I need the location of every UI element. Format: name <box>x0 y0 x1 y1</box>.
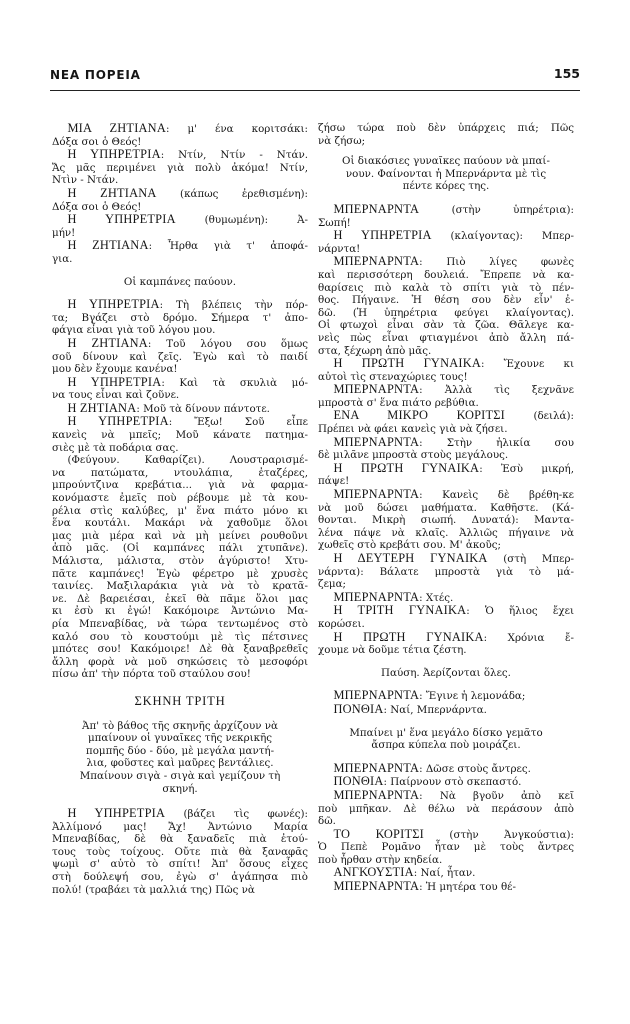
line-text: : Ἔξω! Σοῦ εἶπε <box>168 416 309 429</box>
text-line <box>318 644 574 657</box>
text-line <box>52 668 308 681</box>
line-text: ἕνα κουτάλι. Μακάρι νὰ χαθοῦμε ὅλοι <box>52 517 308 530</box>
line-text: : Ναί, Μπερνάρντα. <box>383 703 487 716</box>
text-line <box>52 351 308 364</box>
line-text: : Δῶσε στοὺς ἄντρες. <box>419 762 531 775</box>
stage-direction-line: Ἀπ' τὸ βάθος τῆς σκηνῆς ἀρχίζουν νὰ <box>82 719 278 732</box>
speaker-name: Η ΥΠΗΡΕΤΡΙΑ <box>67 806 166 821</box>
line-text: Ἄς μᾶς περιμένει γιὰ πολὺ ἀκόμα! Ντίν, <box>52 161 308 174</box>
speaker-name: Η ΖΗΤΙΑΝΑ <box>67 335 148 350</box>
text-line <box>318 527 574 540</box>
line-text: : Ντίν, Ντίν - Ντάν. <box>160 149 308 162</box>
line-text: : Ἦρθα γιὰ τ' ἀποφά- <box>148 240 308 253</box>
line-text: (Φεύγουν. Καθαρίζει). Λουστραρισμέ- <box>67 454 308 467</box>
dialogue-line <box>318 409 574 423</box>
speaker-name: ΠΟΝΘΙΑ <box>333 701 384 716</box>
line-text: στὴ δούλεψή σου, ἐγὼ σ' ἀγάπησα πιὸ <box>52 871 308 884</box>
line-text: : Παίρνουν στὸ σκεπαστό. <box>383 776 522 789</box>
dialogue-line <box>318 552 574 566</box>
line-text: θος. Πήγαινε. Ἡ θέση σου δὲν εἶν' ἐ- <box>318 294 574 307</box>
line-text: μήν! <box>52 226 76 239</box>
speaker-name: Η ΥΠΗΡΕΤΡΙΑ <box>67 374 162 389</box>
dialogue-line <box>318 866 574 880</box>
line-text: πίσω ἀπ' τὴν πόρτα τοῦ σταύλου σου! <box>52 668 251 681</box>
line-text: χουμε νὰ δοῦμε τέτια ζέστη. <box>318 644 467 657</box>
line-text: : Ἀλλὰ τὶς ξεχνᾶνε <box>419 384 574 397</box>
right-text-column <box>318 122 574 894</box>
text-line <box>318 514 574 527</box>
line-text: μας μιὰ μέρα καὶ νὰ μὴ μείνει ρουθοῦνι <box>52 529 308 542</box>
speaker-name: ΜΠΕΡΝΑΡΝΤΑ <box>333 201 420 216</box>
stage-direction-line: Οἱ διακόσιες γυναῖκες παύουν νὰ μπαί- <box>342 155 550 168</box>
text-line <box>52 858 308 871</box>
journal-title: ΝΕΑ ΠΟΡΕΙΑ <box>50 68 141 82</box>
dialogue-line <box>52 213 308 227</box>
text-line <box>52 593 308 606</box>
line-text: : Ἔγινε ἡ λεμονάδα; <box>419 690 526 703</box>
text-line <box>52 884 308 897</box>
line-text: : Τοῦ λόγου σου ὅμως <box>147 337 308 350</box>
text-line <box>318 841 574 854</box>
line-text: : Νὰ βγοῦν ἀπὸ κεῖ <box>419 789 574 802</box>
speaker-name: ΜΠΕΡΝΑΡΝΤΑ <box>333 787 420 802</box>
line-text: : Ἔχουνε κι <box>481 358 574 371</box>
speaker-name: Η ΔΕΥΤΕΡΗ ΓΥΝΑΙΚΑ <box>333 551 488 565</box>
line-text: νάρντα): Βάλατε μπροστὰ γιὰ τὸ μά- <box>318 565 574 578</box>
page-header <box>50 66 580 88</box>
line-text: τα; Βγάζει στὸ δρόμο. Σήμερα τ' ἀπο- <box>52 311 308 324</box>
line-text: : Στὴν ἡλικία σου <box>419 436 574 449</box>
line-text: Ντὶν - Ντάν. <box>52 174 119 187</box>
line-text: λένα πάψε νὰ κλαῖς. Ἀλλιῶς πήγαινε νὰ <box>318 526 574 539</box>
dialogue-line <box>318 762 574 776</box>
text-line <box>52 656 308 669</box>
speaker-name: ΤΟ ΚΟΡΙΤΣΙ <box>333 826 424 841</box>
speaker-name: Η ΖΗΤΙΑΝΑ <box>67 185 157 200</box>
line-text: δῶ. <box>318 815 336 828</box>
line-text: Δόξα σοι ὁ Θεός! <box>52 135 142 148</box>
speaker-name: ΠΟΝΘΙΑ <box>333 774 384 789</box>
text-line <box>52 492 308 505</box>
line-text: Ὁ Πεπὲ Ρομᾶνο ἦταν μὲ τοὺς ἄντρες <box>318 841 574 854</box>
dialogue-line <box>318 591 574 605</box>
speaker-name: ΜΠΕΡΝΑΡΝΤΑ <box>333 434 420 449</box>
line-text: νε. Δὲ βαρειέσαι, ἐκεῖ θὰ πᾶμε ὅλοι μας <box>52 592 308 605</box>
line-text: καλό σου τὸ κουστούμι μὲ τὶς πέτσινες <box>52 630 308 643</box>
line-text: σιὲς μὲ τὰ ποδάρια σας. <box>52 441 179 454</box>
speaker-name: Η ΖΗΤΙΑΝΑ <box>67 238 149 253</box>
speaker-name: Η ΠΡΩΤΗ ΓΥΝΑΙΚΑ <box>333 460 480 475</box>
text-line <box>318 282 574 295</box>
stage-direction-line: μπαίνουν οἱ γυναῖκες τῆς νεκρικῆς <box>87 732 273 745</box>
line-text: Ἀλλίμονό μας! Ἄχ! Ἀντώνιο Μαρία <box>52 820 308 833</box>
dialogue-line <box>52 298 308 312</box>
text-line <box>318 502 574 515</box>
line-text: : Τὴ βλέπεις τὴν πόρ- <box>159 299 309 312</box>
dialogue-line <box>318 357 574 371</box>
line-text: στα, ξέχωρη ἀπὸ μᾶς. <box>318 344 432 357</box>
dialogue-line <box>318 488 574 502</box>
speaker-name: ΜΠΕΡΝΑΡΝΤΑ <box>333 254 420 269</box>
text-line <box>52 312 308 325</box>
text-line <box>52 454 308 467</box>
line-text: σοῦ δίνουν καὶ ζεῖς. Ἐγὼ καὶ τὸ παιδί <box>52 350 308 363</box>
page-number: 155 <box>553 66 580 81</box>
speaker-name: Η ΥΠΗΡΕΤΡΙΑ <box>67 414 169 429</box>
line-text: (θυμωμένη): Ἀ- <box>175 214 308 227</box>
line-text: : Καὶ τὰ σκυλιὰ μό- <box>161 376 309 389</box>
text-line <box>318 135 574 148</box>
speaker-name: ΜΠΕΡΝΑΡΝΤΑ <box>333 688 420 703</box>
line-text: (κλαίγοντας): Μπερ- <box>431 230 574 243</box>
dialogue-line <box>318 604 574 618</box>
speaker-name: ΜΠΕΡΝΑΡΝΤΑ <box>333 589 420 604</box>
dialogue-line <box>318 703 574 717</box>
stage-direction <box>52 720 308 796</box>
line-text: Οἱ φτωχοὶ εἶναι σὰν τὰ ζῶα. Θᾶλεγε κα- <box>318 319 574 332</box>
line-text: ρέλια στὶς καλύβες, μ' ἕνα πιάτο μόνο κι <box>52 504 308 517</box>
line-text: ποὺ μπῆκαν. Δὲ θέλω νὰ περάσουν ἀπὸ <box>318 802 574 815</box>
stage-direction-line: σκηνή. <box>162 782 198 795</box>
line-text: Μάλιστα, μάλιστα, στὸν ἀγύριστο! Χτυ- <box>52 555 308 567</box>
line-text: : Χτές. <box>419 591 454 604</box>
line-text: νεὶς πὼς εἶναι φτιαγμένοι ἀπὸ ἄλλη πά- <box>318 331 574 344</box>
scene-heading: ΣΚΗΝΗ ΤΡΙΤΗ <box>134 693 226 708</box>
text-line <box>52 253 308 266</box>
dialogue-line <box>52 415 308 429</box>
dialogue-line <box>52 187 308 201</box>
text-line <box>52 605 308 618</box>
dialogue-line <box>318 789 574 803</box>
line-text: : Ἡ μητέρα του θέ- <box>419 881 516 894</box>
line-text: ἄλλη φορὰ νὰ μοῦ σηκώσεις τὸ μεσοφόρι <box>52 655 308 668</box>
line-text: πολύ! (τραβάει τὰ μαλλιά της) Πῶς νὰ <box>52 883 255 896</box>
stage-direction-line: ἄσπρα κύπελα ποὺ μοιράζει. <box>371 739 521 752</box>
line-text: : Μοῦ τὰ δίνουν πάντοτε. <box>136 402 270 415</box>
line-text: ταινίες. Μαξιλαράκια γιὰ νὰ τὸ κρατᾶ- <box>52 580 308 593</box>
text-line <box>318 332 574 345</box>
text-line <box>52 542 308 555</box>
stage-direction <box>318 727 574 752</box>
stage-direction-line: Παύση. Ἀερίζονται ὅλες. <box>381 666 511 679</box>
text-line <box>318 803 574 816</box>
speaker-name: Η ΤΡΙΤΗ ΓΥΝΑΙΚΑ <box>333 603 467 618</box>
dialogue-line <box>52 807 308 821</box>
line-text: Δόξα σοι ὁ Θεός! <box>52 200 142 213</box>
stage-direction <box>52 276 308 289</box>
text-line <box>52 618 308 631</box>
text-line <box>52 568 308 581</box>
text-line <box>52 643 308 656</box>
line-text: κανεὶς νὰ μπεῖς; Μοῦ κάνατε πατημα- <box>52 429 308 442</box>
speaker-name: ΕΝΑ ΜΙΚΡΟ ΚΟΡΙΤΣΙ <box>333 408 506 423</box>
stage-direction-line: νουν. Φαίνονται ἡ Μπερνάρντα μὲ τὶς <box>345 167 547 180</box>
line-text: Σωπή! <box>318 216 351 229</box>
text-line <box>52 517 308 530</box>
text-line <box>318 269 574 282</box>
line-text: νὰ ζήσω; <box>318 134 366 147</box>
line-text: θαρίσεις πιὸ καλὰ τὸ σπίτι γιὰ τὸ πέν- <box>318 281 574 294</box>
dialogue-line <box>318 255 574 269</box>
line-text: : μ' ένα κοριτσάκι: <box>165 123 308 135</box>
line-text: να πατώματα, ντουλάπια, ἐταζέρες, <box>52 466 308 479</box>
text-line <box>318 319 574 332</box>
line-text: για. <box>52 252 73 265</box>
line-text: : Πιὸ λίγες φωνὲς <box>419 256 574 269</box>
text-line <box>318 294 574 307</box>
line-text: αὐτοὶ τὶς στεναχώριες τους! <box>318 370 468 383</box>
stage-direction-line: πομπῆς δύο - δύο, μὲ μεγάλα μαντή- <box>85 744 275 757</box>
stage-direction-line: Οἱ καμπάνες παύουν. <box>123 275 237 288</box>
line-text: μπότες σου! Κακόμοιρε! Δὲ θὰ ξαναβρεθεῖς <box>52 643 308 656</box>
stage-direction-line: πέντε κόρες της. <box>402 180 490 193</box>
line-text: : Χρόνια ἔ- <box>483 631 574 644</box>
text-line <box>52 162 308 175</box>
line-text: μου δὲν ἔχουμε κανένα! <box>52 363 178 376</box>
speaker-name: ΜΠΕΡΝΑΡΝΤΑ <box>333 487 420 502</box>
header-rule <box>50 90 580 91</box>
line-text: νάρντα! <box>318 242 361 255</box>
speaker-name: Η ΖΗΤΙΑΝΑ <box>67 400 137 415</box>
dialogue-line <box>318 462 574 476</box>
text-line <box>52 479 308 492</box>
line-text: : Ἐσὺ μικρή, <box>479 462 574 475</box>
dialogue-line <box>318 229 574 243</box>
dialogue-line <box>318 828 574 842</box>
line-text: : Ναί, ἦταν. <box>413 867 476 880</box>
line-text: πάψε! <box>318 475 350 488</box>
speaker-name: ΑΝΓΚΟΥΣΤΙΑ <box>333 865 414 880</box>
text-line <box>52 530 308 543</box>
line-text: μπροστὰ σ' ἕνα πιάτο ρεβύθια. <box>318 396 479 409</box>
text-line <box>52 467 308 480</box>
text-line <box>318 566 574 579</box>
line-text: ποὺ ἦρθαν στὴν κηδεία. <box>318 853 443 866</box>
line-text: : Ὁ ἥλιος ἔχει <box>466 605 574 618</box>
text-line <box>52 505 308 518</box>
dialogue-line <box>318 436 574 450</box>
line-text: (στὴν Ἀνγκούστια): <box>423 828 575 841</box>
dialogue-line <box>318 203 574 217</box>
line-text: Μπεναβίδας, δὲ θὰ ξαναδεῖς πιὰ ἐτού- <box>52 833 308 846</box>
dialogue-line <box>52 337 308 351</box>
line-text: δῶ. (Ἡ ὑπηρέτρια φεύγει κλαίγοντας). <box>318 306 574 319</box>
left-text-column <box>52 122 308 896</box>
line-text: Πρέπει νὰ φάει κανεὶς γιὰ νὰ ζήσει. <box>318 423 508 436</box>
dialogue-line <box>52 376 308 390</box>
speaker-name: Η ΠΡΩΤΗ ΓΥΝΑΙΚΑ <box>333 356 481 371</box>
text-line <box>52 429 308 442</box>
text-line <box>52 631 308 644</box>
text-line <box>52 833 308 846</box>
line-text: (στὴ Μπερ- <box>487 553 574 565</box>
line-text: μπρούντζινα κρεβάτια... γιὰ νὰ φαρμα- <box>52 479 308 492</box>
text-line <box>52 846 308 859</box>
speaker-name: Η ΥΠΗΡΕΤΡΙΑ <box>67 297 160 312</box>
dialogue-line <box>318 880 574 894</box>
line-text: ψωμὶ σ' αὐτὸ τὸ σπίτι! Ἀπ' ὅσους εἶχες <box>52 858 308 871</box>
speaker-name: Η ΥΠΗΡΕΤΡΙΑ <box>67 212 176 227</box>
dialogue-line <box>318 631 574 645</box>
dialogue-line <box>318 775 574 789</box>
speaker-name: Η ΥΠΗΡΕΤΡΙΑ <box>67 147 161 162</box>
line-text: ζήσω τώρα ποὺ δὲν ὑπάρχεις πιά; Πῶς <box>318 122 574 134</box>
line-text: (δειλά): <box>505 410 574 423</box>
line-text: (στὴν ὑπηρέτρια): <box>419 203 574 216</box>
line-text: κι ἐσὺ κι ἐγώ! Κακόμοιρε Ἀντώνιο Μα- <box>52 605 308 618</box>
speaker-name: ΜΙΑ ΖΗΤΙΑΝΑ <box>67 121 166 135</box>
text-line <box>52 871 308 884</box>
text-line <box>52 821 308 834</box>
line-text: ἀπὸ μᾶς. (Οἱ καμπάνες πάλι χτυπᾶνε). <box>52 542 308 555</box>
line-text: νὰ μοῦ δώσει μαθήματα. Καθῆστε. (Κά- <box>318 501 574 514</box>
dialogue-line <box>318 383 574 397</box>
line-text: χωθεῖς στὸ κρεβάτι σου. Μ' ἀκοῦς; <box>318 539 501 552</box>
line-text: δὲ μιλᾶνε μπροστὰ στοὺς μεγάλους. <box>318 449 509 462</box>
stage-direction-line: Μπαίνουν σιγὰ - σιγὰ καὶ γεμίζουν τὴ <box>79 769 281 782</box>
text-line <box>52 555 308 568</box>
dialogue-line <box>318 689 574 703</box>
line-text: (κάπως ἐρεθισμένη): <box>156 187 308 200</box>
line-text: καὶ περισσότερη δουλειά. Ἔπρεπε νὰ κα- <box>318 268 574 281</box>
line-text: κορώσει. <box>318 617 365 630</box>
line-text: ζεμα; <box>318 578 347 591</box>
text-line <box>52 580 308 593</box>
line-text: θονται. Μικρὴ σιωπή. Δυνατά): Μαντα- <box>318 514 574 527</box>
line-text: πᾶτε καμπάνες! Ἐγὼ φέρετρο μὲ χρυσὲς <box>52 567 308 580</box>
line-text: φάγια εἶναι γιὰ τοῦ λόγου μου. <box>52 324 216 337</box>
speaker-name: ΜΠΕΡΝΑΡΝΤΑ <box>333 760 420 775</box>
text-line <box>52 442 308 455</box>
line-text: κονόμαστε ἐμεῖς ποὺ ρέβουμε μὲ τὰ κου- <box>52 492 308 505</box>
speaker-name: ΜΠΕΡΝΑΡΝΤΑ <box>333 879 420 894</box>
line-text: : Κανεὶς δὲ βρέθη-κε <box>419 489 574 502</box>
text-line <box>318 307 574 320</box>
speaker-name: ΜΠΕΡΝΑΡΝΤΑ <box>333 382 420 397</box>
line-text: τους τοὺς τοίχους. Οὔτε πιὰ θὰ ξαναφᾶς <box>52 845 308 858</box>
line-text: (βάζει τὶς φωνές): <box>165 808 309 821</box>
line-text: ρία Μπεναβίδας, νὰ τώρα τεντωμένος στὸ <box>52 617 308 630</box>
stage-direction-line: λια, φοῦστες καὶ μαῦρες βεντάλιες. <box>86 757 274 770</box>
stage-direction-line: Μπαίνει μ' ἕνα μεγάλο δίσκο γεμᾶτο <box>349 726 543 739</box>
speaker-name: Η ΥΠΗΡΕΤΡΙΑ <box>333 228 432 243</box>
line-text: να τους εἶναι καὶ ζοῦνε. <box>52 389 180 402</box>
stage-direction <box>318 667 574 680</box>
text-line <box>318 122 574 135</box>
dialogue-line <box>52 122 308 136</box>
stage-direction <box>318 155 574 193</box>
dialogue-line <box>52 148 308 162</box>
speaker-name: Η ΠΡΩΤΗ ΓΥΝΑΙΚΑ <box>333 629 484 644</box>
dialogue-line <box>52 239 308 253</box>
